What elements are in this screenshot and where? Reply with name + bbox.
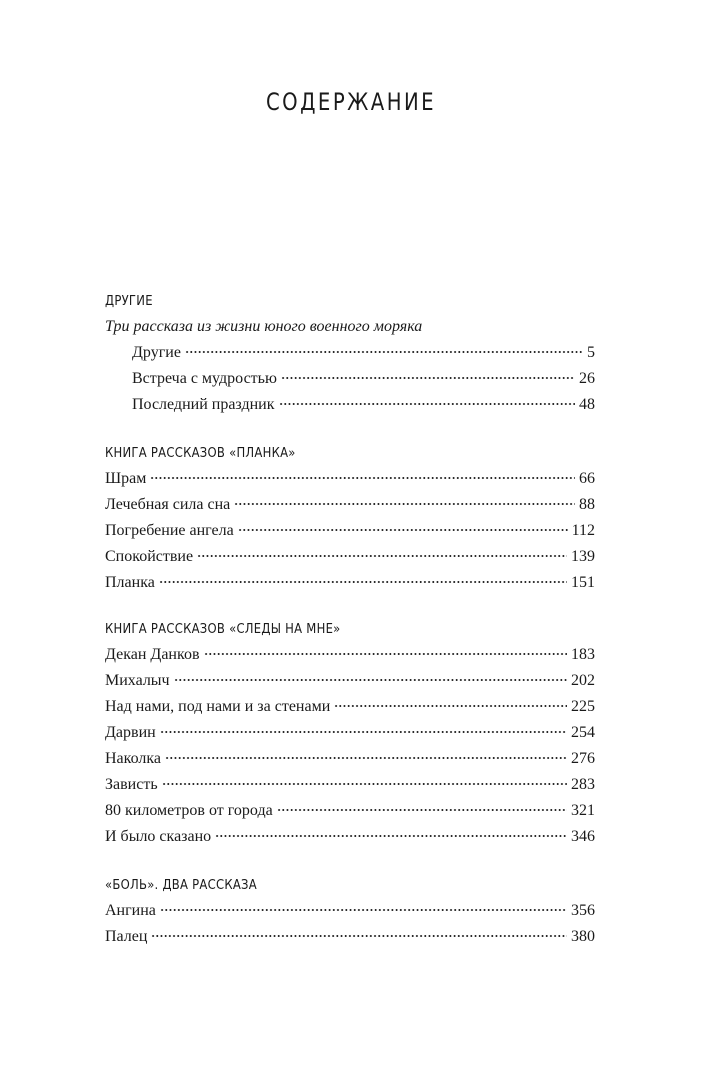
toc-entry[interactable]	[105, 392, 595, 418]
section-heading: КНИГА РАССКАЗОВ «СЛЕДЫ НА МНЕ»	[105, 621, 341, 637]
toc-entry-title: Дарвин	[105, 724, 156, 741]
toc-entry-title: Погребение ангела	[105, 522, 234, 539]
dot-leader	[150, 477, 575, 479]
section-heading: ДРУГИЕ	[105, 293, 153, 309]
toc-entry-page: 112	[571, 522, 595, 539]
toc-entry-title: Над нами, под нами и за стенами	[105, 698, 331, 715]
toc-entry-title: Наколка	[105, 750, 162, 767]
toc-entry-page: 346	[571, 828, 595, 845]
toc-entry[interactable]	[105, 772, 595, 798]
toc-entry-page: 151	[571, 574, 595, 591]
dot-leader	[165, 757, 567, 759]
toc-entry[interactable]	[105, 466, 595, 492]
toc-entry-page: 283	[571, 776, 595, 793]
toc-entry[interactable]	[105, 720, 595, 746]
toc-entry-title: Декан Данков	[105, 646, 200, 663]
toc-entry-page: 48	[579, 396, 595, 413]
dot-leader	[277, 809, 567, 811]
toc-entry-title: Последний праздник	[132, 396, 275, 413]
dot-leader	[160, 731, 567, 733]
toc-entry-title: Планка	[105, 574, 155, 591]
dot-leader	[281, 377, 575, 379]
toc-entry[interactable]	[105, 898, 595, 924]
section-heading: КНИГА РАССКАЗОВ «ПЛАНКА»	[105, 445, 296, 461]
section-heading: «БОЛЬ». ДВА РАССКАЗА	[105, 877, 257, 893]
toc-entry-page: 225	[571, 698, 595, 715]
dot-leader	[334, 705, 567, 707]
dot-leader	[234, 503, 575, 505]
dot-leader	[160, 909, 567, 911]
toc-entry[interactable]	[105, 492, 595, 518]
toc-entry[interactable]	[105, 668, 595, 694]
toc-entry-page: 26	[579, 370, 595, 387]
toc-entry-title: Палец	[105, 928, 148, 945]
dot-leader	[159, 581, 567, 583]
toc-entry-title: Лечебная сила сна	[105, 496, 231, 513]
toc-entry-title: 80 километров от города	[105, 802, 273, 819]
toc-entry-page: 356	[571, 902, 595, 919]
toc-entry-title: Михалыч	[105, 672, 170, 689]
toc-entry[interactable]	[105, 642, 595, 668]
toc-entry-title: Шрам	[105, 470, 147, 487]
toc-entry[interactable]	[105, 924, 595, 950]
dot-leader	[204, 653, 568, 655]
toc-entry-page: 5	[587, 344, 595, 361]
toc-entry[interactable]	[105, 746, 595, 772]
toc-entry-page: 276	[571, 750, 595, 767]
toc-entry-page: 139	[571, 548, 595, 565]
table-of-contents	[105, 288, 595, 950]
toc-entry[interactable]	[105, 544, 595, 570]
toc-entry-page: 66	[579, 470, 595, 487]
page-title: СОДЕРЖАНИЕ	[265, 88, 437, 116]
toc-entry[interactable]	[105, 570, 595, 596]
dot-leader	[174, 679, 567, 681]
toc-entry-title: И было сказано	[105, 828, 212, 845]
toc-entry[interactable]	[105, 798, 595, 824]
toc-entry-title: Другие	[132, 344, 181, 361]
toc-entry-page: 380	[571, 928, 595, 945]
dot-leader	[215, 835, 567, 837]
toc-entry-title: Зависть	[105, 776, 158, 793]
toc-entry[interactable]	[105, 340, 595, 366]
toc-entry-page: 202	[571, 672, 595, 689]
toc-entry-title: Спокойствие	[105, 548, 194, 565]
section-subtitle: Три рассказа из жизни юного военного моряка	[105, 318, 423, 335]
toc-entry-page: 254	[571, 724, 595, 741]
toc-entry[interactable]	[105, 824, 595, 850]
toc-entry-page: 183	[571, 646, 595, 663]
toc-entry[interactable]	[105, 366, 595, 392]
toc-entry-page: 321	[571, 802, 595, 819]
dot-leader	[151, 935, 567, 937]
dot-leader	[185, 351, 583, 353]
toc-entry[interactable]	[105, 518, 595, 544]
toc-entry-title: Встреча с мудростью	[132, 370, 277, 387]
toc-entry-page: 88	[579, 496, 595, 513]
dot-leader	[197, 555, 567, 557]
dot-leader	[279, 403, 576, 405]
toc-entry-title: Ангина	[105, 902, 156, 919]
toc-entry[interactable]	[105, 694, 595, 720]
dot-leader	[238, 529, 568, 531]
dot-leader	[162, 783, 567, 785]
